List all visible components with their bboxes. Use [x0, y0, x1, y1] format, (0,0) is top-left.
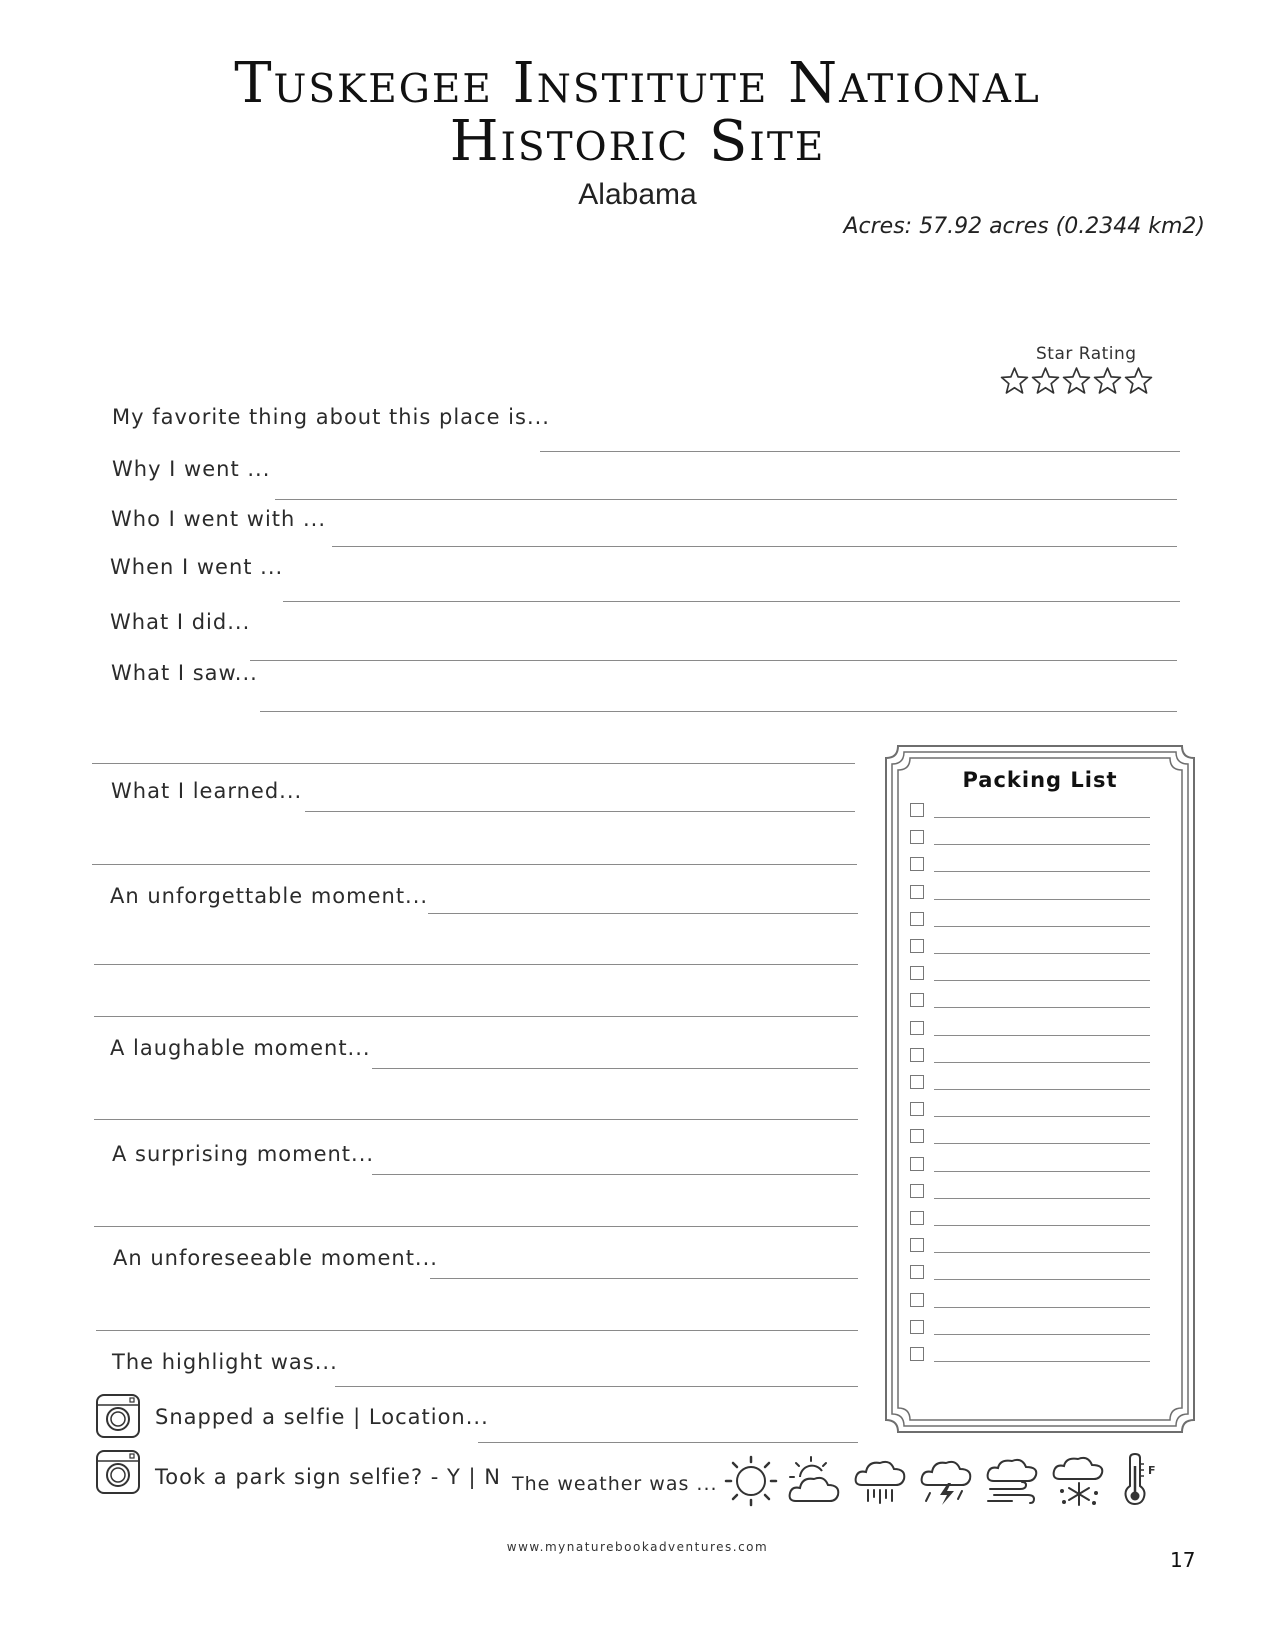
why-answer-line[interactable] [275, 499, 1177, 500]
packing-checkbox[interactable] [910, 1265, 924, 1279]
packing-checkbox[interactable] [910, 993, 924, 1007]
packing-item-line[interactable] [934, 871, 1150, 872]
unforeseeable-answer-line-2[interactable] [96, 1330, 858, 1331]
unforgettable-answer-line[interactable] [428, 913, 858, 914]
packing-checkbox[interactable] [910, 1021, 924, 1035]
packing-item-line[interactable] [934, 1198, 1150, 1199]
packing-item-line[interactable] [934, 1116, 1150, 1117]
unforeseeable-answer-line[interactable] [430, 1278, 858, 1279]
selfie-location-prompt: Snapped a selfie | Location... [155, 1405, 489, 1429]
packing-checkbox[interactable] [910, 1211, 924, 1225]
packing-item-line[interactable] [934, 953, 1150, 954]
camera-icon-2 [95, 1449, 141, 1499]
acres-label: Acres: [843, 214, 913, 239]
packing-item-line[interactable] [934, 1062, 1150, 1063]
packing-checkbox[interactable] [910, 1129, 924, 1143]
learned-answer-line[interactable] [305, 811, 855, 812]
unforgettable-answer-line-2[interactable] [94, 964, 858, 965]
selfie-location-line[interactable] [478, 1442, 858, 1443]
sun-icon[interactable] [722, 1455, 780, 1511]
why-prompt: Why I went ... [112, 457, 271, 481]
packing-checkbox[interactable] [910, 1320, 924, 1334]
packing-item-line[interactable] [934, 1307, 1150, 1308]
laughable-answer-line-2[interactable] [94, 1119, 858, 1120]
surprising-answer-line-2[interactable] [94, 1226, 858, 1227]
star-rating-label: Star Rating [1036, 344, 1137, 364]
who-answer-line[interactable] [332, 546, 1177, 547]
packing-checkbox[interactable] [910, 912, 924, 926]
when-prompt: When I went ... [110, 555, 284, 579]
packing-checkbox[interactable] [910, 1184, 924, 1198]
did-prompt: What I did... [110, 610, 251, 634]
surprising-answer-line[interactable] [372, 1174, 858, 1175]
unforgettable-answer-line-3[interactable] [94, 1016, 858, 1017]
packing-item-line[interactable] [934, 1252, 1150, 1253]
star-rating[interactable] [1000, 366, 1153, 395]
saw-prompt: What I saw... [111, 661, 258, 685]
packing-checkbox[interactable] [910, 857, 924, 871]
packing-item-line[interactable] [934, 1279, 1150, 1280]
star-2-icon[interactable] [1031, 366, 1060, 395]
packing-checkbox[interactable] [910, 803, 924, 817]
packing-item-line[interactable] [934, 1361, 1150, 1362]
laughable-prompt: A laughable moment... [110, 1036, 371, 1060]
packing-checkbox[interactable] [910, 830, 924, 844]
packing-checkbox[interactable] [910, 885, 924, 899]
highlight-prompt: The highlight was... [112, 1350, 338, 1374]
who-prompt: Who I went with ... [111, 507, 327, 531]
packing-item-line[interactable] [934, 1143, 1150, 1144]
snow-icon[interactable] [1050, 1455, 1108, 1511]
star-1-icon[interactable] [1000, 366, 1029, 395]
packing-list-title: Packing List [962, 768, 1118, 792]
packing-item-line[interactable] [934, 1007, 1150, 1008]
highlight-answer-line[interactable] [335, 1386, 858, 1387]
laughable-answer-line[interactable] [372, 1068, 858, 1069]
thermometer-unit: F [1148, 1464, 1156, 1477]
packing-checkbox[interactable] [910, 1293, 924, 1307]
packing-item-line[interactable] [934, 926, 1150, 927]
partly-cloudy-icon[interactable] [786, 1455, 844, 1511]
learned-answer-line-2[interactable] [92, 864, 857, 865]
packing-item-line[interactable] [934, 1334, 1150, 1335]
camera-icon [95, 1393, 141, 1443]
saw-answer-line[interactable] [260, 711, 1177, 712]
star-4-icon[interactable] [1093, 366, 1122, 395]
thunderstorm-icon[interactable] [918, 1455, 976, 1511]
footer-url: www.mynaturebookadventures.com [506, 1540, 769, 1554]
packing-item-line[interactable] [934, 844, 1150, 845]
star-3-icon[interactable] [1062, 366, 1091, 395]
page-number: 17 [1170, 1548, 1196, 1572]
packing-item-line[interactable] [934, 1035, 1150, 1036]
star-5-icon[interactable] [1124, 366, 1153, 395]
favorite-answer-line[interactable] [540, 451, 1180, 452]
weather-prompt: The weather was ... [512, 1473, 718, 1495]
page-title-line-1: Tuskegee Institute National [234, 51, 1041, 116]
packing-checkbox[interactable] [910, 1238, 924, 1252]
park-sign-selfie-prompt: Took a park sign selfie? - Y | N [155, 1465, 501, 1489]
learned-prompt: What I learned... [111, 779, 303, 803]
favorite-prompt: My favorite thing about this place is... [112, 405, 550, 429]
unforeseeable-prompt: An unforeseeable moment... [113, 1246, 438, 1270]
rain-icon[interactable] [852, 1455, 910, 1511]
packing-checkbox[interactable] [910, 966, 924, 980]
acres-value: 57.92 acres (0.2344 km2) [919, 214, 1205, 239]
packing-item-line[interactable] [934, 1171, 1150, 1172]
packing-item-line[interactable] [934, 980, 1150, 981]
acres-info [843, 214, 1205, 239]
did-answer-line[interactable] [250, 660, 1177, 661]
when-answer-line[interactable] [283, 601, 1180, 602]
surprising-prompt: A surprising moment... [112, 1142, 375, 1166]
thermometer-icon[interactable] [1118, 1452, 1158, 1512]
packing-checkbox[interactable] [910, 1157, 924, 1171]
packing-item-line[interactable] [934, 817, 1150, 818]
packing-item-line[interactable] [934, 1225, 1150, 1226]
packing-checkbox[interactable] [910, 1102, 924, 1116]
unforgettable-prompt: An unforgettable moment... [110, 884, 429, 908]
state-name: Alabama [578, 178, 697, 211]
packing-checkbox[interactable] [910, 1347, 924, 1361]
windy-icon[interactable] [984, 1455, 1042, 1511]
packing-item-line[interactable] [934, 1089, 1150, 1090]
packing-checkbox[interactable] [910, 1048, 924, 1062]
packing-item-line[interactable] [934, 899, 1150, 900]
packing-checkbox[interactable] [910, 939, 924, 953]
page-title-line-2: Historic Site [449, 109, 826, 174]
saw-answer-line-2[interactable] [92, 763, 855, 764]
packing-checkbox[interactable] [910, 1075, 924, 1089]
